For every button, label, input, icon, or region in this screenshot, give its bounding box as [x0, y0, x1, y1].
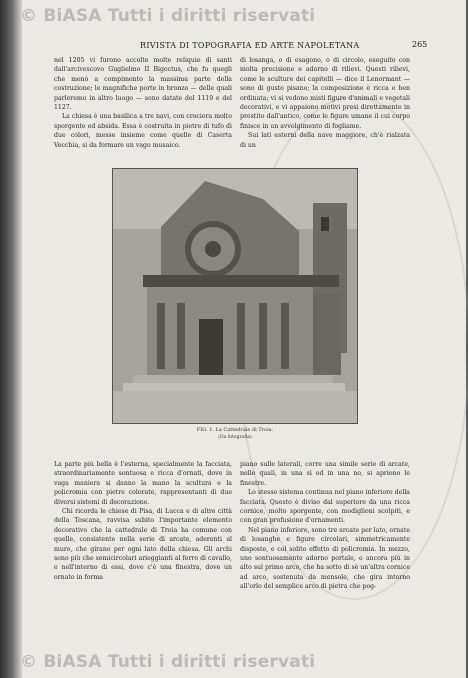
running-header: RIVISTA DI TOPOGRAFIA ED ARTE NAPOLETANA: [140, 41, 360, 50]
paragraph: Chi ricorda le chiese di Pisa, di Lucca e di altre città della Toscana, ravvisa subito l'importante elemento decorativo che la cattedrale di Troia ha comune con quelle, consistente nella serie di arcate, aderenti al muro, che girano per ogni lato della chiesa. Gli archi sono più che semicircolari arieggianti al ferro di cavallo, e nell'interno di essi, dove c'è una finestra, dove un ornato in forma: [54, 508, 232, 581]
text-column-1-bottom: [54, 460, 232, 582]
figure-caption: [180, 426, 290, 442]
cathedral-photograph: [112, 168, 358, 424]
paragraph: Nel piano inferiore, sono tre arcate per lato, ornate di losanghe e figure circolari, simmetricamente disposte, e col solito effetto di policromia. In mezzo, uno sontuosamente adorno portale, e ancora più in alto sul primo arco, che ha sotto di sè un'altra cornice ad arco, sostenuta da mensole, che gira intorno all'orlo del semplice arco di pietra che pog-: [240, 526, 410, 591]
cathedral-illustration: [113, 169, 357, 423]
caption-text: FIG. 1. La Cattedrale di Troia.: [196, 427, 274, 433]
paragraph: Sui lati esterni della nave maggiore, ch'è rialzata di un: [240, 132, 410, 149]
text-column-2-bottom: [240, 460, 410, 592]
paragraph: piano sulle laterali, corre una simile serie di arcate, nelle quali, in una sì ed in una no, si apriono le finestre.: [240, 461, 410, 487]
photo-credit: (Da fotografia): [218, 435, 252, 440]
paragraph: di losanga, o di esagono, o di circolo, eseguito con molta precisione e adorno di rilievi. Questi rilievi, come le sculture dei capitelli — dice il Lenormant — sono di gusto pisano; la composizione è ricca e ben ordinata; vi si vedono misti figure d'animali e vegetali decorativi, e vi appaiono motivi presi direttamente in prestito dall'antico, come le figure umane il cui corpo finisce in un avvolgimento di fogliame.: [240, 57, 410, 130]
page-number: 265: [412, 40, 428, 49]
watermark-bottom: © BiASA Tutti i diritti riservati: [20, 652, 316, 672]
paragraph: La parte più bella è l'esterna, specialmente la facciata, straordinariamente sontuosa e ricca d'ornati, dove in vaga maniera si danno la mano la scultura e la policromia con pietre colorate, rappresentanti di due diversi sistemi di decorazione.: [54, 461, 232, 506]
paragraph: Lo stesso sistema continua nel piano inferiore della facciata. Questo è diviso dal superiore da una ricca cornice, molto sporgente, con modiglioni scolpiti, e con gran profusione d'ornamenti.: [240, 489, 410, 525]
watermark-top: © BiASA Tutti i diritti riservati: [20, 6, 316, 26]
text-column-1-top: [54, 56, 232, 150]
paragraph: La chiesa è una basilica a tre navi, con crociera molto sporgente ed absida. Essa è costruita in pietre di tufo di due colori, messe insieme come quelle di Caserta Vecchia, si da formare un vago musaico.: [54, 113, 232, 149]
paragraph: nel 1205 vi furono accolte molte reliquie di santi dall'arcivescovo Guglielmo II Bigoctus, che fu quegli che menò a compimento la massima parte della costruzione; le magnifiche porte in bronzo — delle quali parleremo in altro luogo — sono datate del 1119 e del 1127.: [54, 57, 232, 112]
text-column-2-top: [240, 56, 410, 150]
book-binding-shadow: [0, 0, 22, 678]
